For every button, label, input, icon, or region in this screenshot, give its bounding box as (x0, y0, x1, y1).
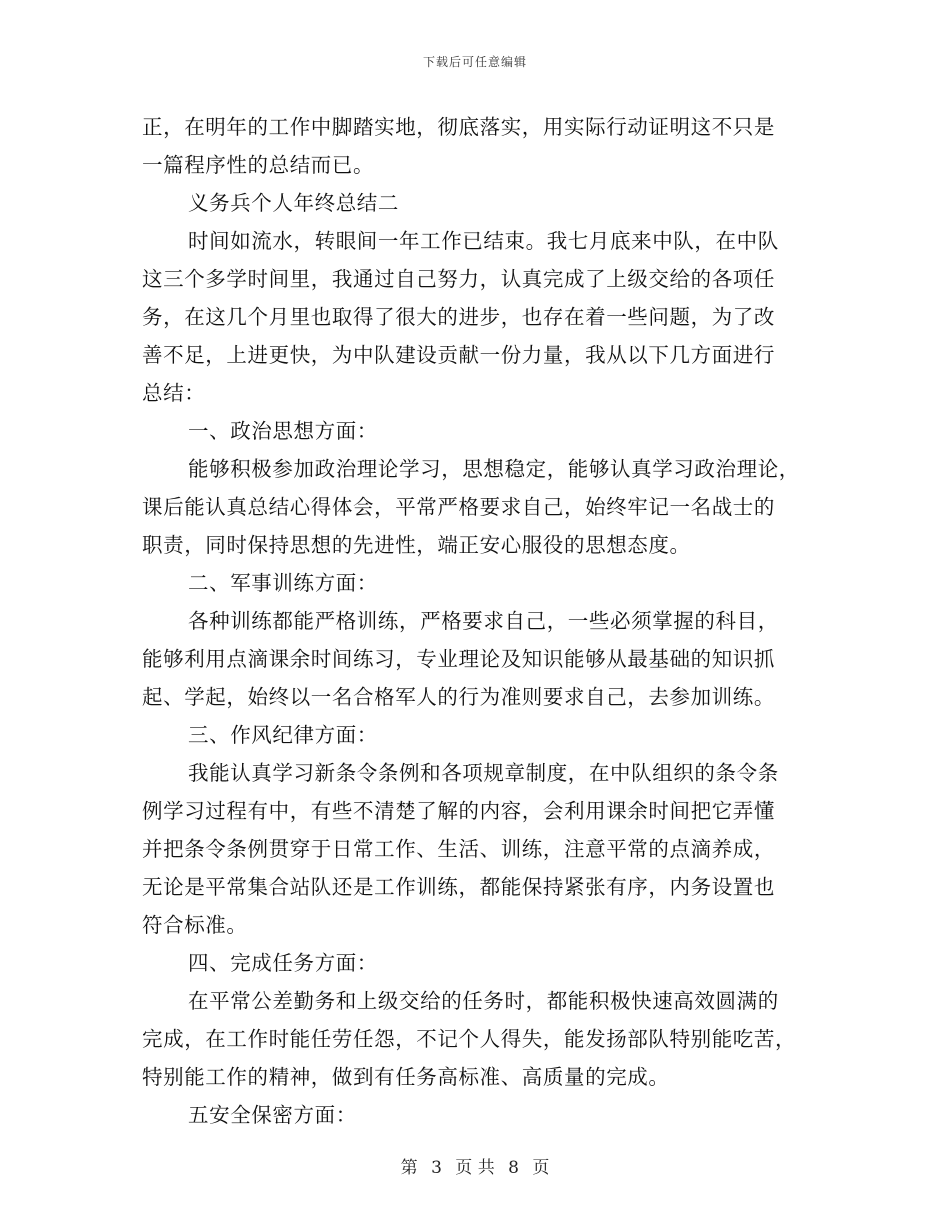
text-line: 并把条令条例贯穿于日常工作、生活、训练，注意平常的点滴养成， (142, 837, 775, 861)
page-footer (0, 1153, 950, 1178)
page-number: 3 (431, 1158, 442, 1178)
section-title: 义务兵个人年终总结二 (188, 191, 399, 215)
section-heading: 四、完成任务方面： (188, 951, 378, 975)
text-line: 务，在这几个月里也取得了很大的进步，也存在着一些问题，为了改 (142, 305, 775, 329)
section-heading: 三、作风纪律方面： (188, 723, 378, 747)
text-line: 能够利用点滴课余时间练习，专业理论及知识能够从最基础的知识抓 (142, 647, 775, 671)
page-label-suffix: 页 (532, 1158, 550, 1178)
text-line: 符合标准。 (142, 913, 248, 937)
text-line: 正，在明年的工作中脚踏实地，彻底落实，用实际行动证明这不只是 (142, 115, 775, 139)
text-line: 课后能认真总结心得体会，平常严格要求自己，始终牢记一名战士的 (142, 495, 775, 519)
text-line: 能够积极参加政治理论学习，思想稳定，能够认真学习政治理论， (188, 457, 800, 481)
page-header: 下载后可任意编辑 (422, 55, 527, 69)
text-line: 例学习过程有中，有些不清楚了解的内容，会利用课余时间把它弄懂 (142, 799, 775, 823)
text-line: 善不足，上进更快，为中队建设贡献一份力量，我从以下几方面进行 (142, 343, 775, 367)
section-heading: 二、军事训练方面： (188, 571, 378, 595)
text-line: 职责，同时保持思想的先进性，端正安心服役的思想态度。 (142, 533, 691, 557)
text-line: 特别能工作的精神，做到有任务高标准、高质量的完成。 (142, 1065, 670, 1089)
text-line: 这三个多学时间里，我通过自己努力，认真完成了上级交给的各项任 (142, 267, 775, 291)
page-label-middle: 页 共 (455, 1158, 495, 1178)
text-line: 无论是平常集合站队还是工作训练，都能保持紧张有序，内务设置也 (142, 875, 775, 899)
document-body (142, 108, 808, 1134)
section-heading: 五安全保密方面： (188, 1103, 357, 1127)
section-heading: 一、政治思想方面： (188, 419, 378, 443)
text-line: 在平常公差勤务和上级交给的任务时，都能积极快速高效圆满的 (188, 989, 779, 1013)
text-line: 时间如流水，转眼间一年工作已结束。我七月底来中队，在中队 (188, 229, 779, 253)
text-line: 起、学起，始终以一名合格军人的行为准则要求自己，去参加训练。 (142, 685, 775, 709)
page-label-prefix: 第 (400, 1158, 418, 1178)
page-total: 8 (508, 1158, 519, 1178)
text-line: 各种训练都能严格训练，严格要求自己，一些必须掌握的科目， (188, 609, 779, 633)
text-line: 完成，在工作时能任劳任怨，不记个人得失，能发扬部队特别能吃苦， (142, 1027, 797, 1051)
text-line: 一篇程序性的总结而已。 (142, 153, 375, 177)
text-line: 我能认真学习新条令条例和各项规章制度，在中队组织的条令条 (188, 761, 779, 785)
text-line: 总结： (142, 381, 206, 405)
